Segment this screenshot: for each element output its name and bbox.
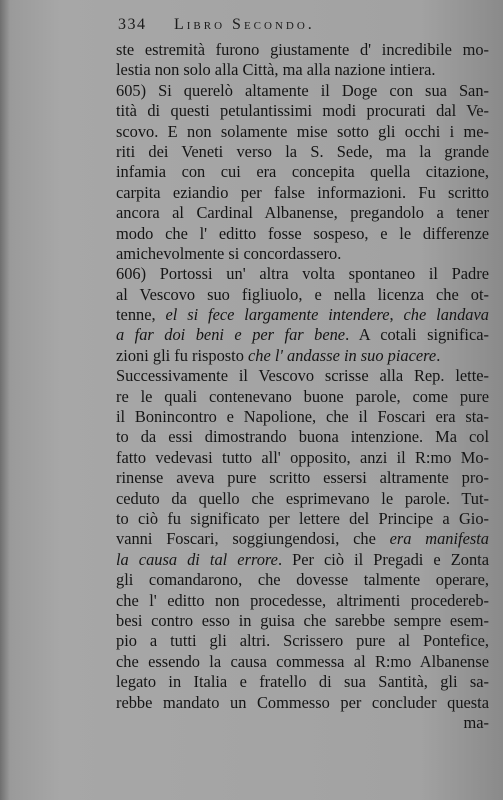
text-line bbox=[116, 40, 489, 60]
running-title: Libro Secondo. bbox=[174, 16, 315, 33]
text-run: infamia con cui era concepita quella citazione, bbox=[116, 162, 489, 182]
text-run: lestia non solo alla Città, ma alla nazione intiera. bbox=[116, 60, 436, 80]
italic-text: el si fece largamente intendere bbox=[165, 305, 390, 325]
italic-text: a far doi beni e per far bene bbox=[116, 325, 346, 345]
text-line bbox=[116, 346, 489, 366]
text-run: zioni gli fu risposto bbox=[116, 345, 249, 365]
italic-text: la causa di tal errore bbox=[116, 549, 278, 569]
text-line bbox=[116, 448, 489, 468]
text-run: che l' editto non procedesse, altrimenti procedereb- bbox=[116, 590, 489, 610]
body-text bbox=[116, 40, 489, 733]
italic-text: era manifesta bbox=[389, 529, 489, 549]
text-line bbox=[116, 570, 489, 590]
text-run: legato in Italia e fratello di sua Santità, gli sa- bbox=[116, 672, 489, 692]
text-run: ceduto da quello che esprimevano le parole. Tut- bbox=[116, 488, 489, 508]
text-line bbox=[116, 325, 489, 345]
text-line bbox=[116, 611, 489, 631]
text-line bbox=[116, 407, 489, 427]
text-line bbox=[116, 122, 489, 142]
text-line bbox=[116, 529, 489, 549]
text-line bbox=[116, 264, 489, 284]
text-line bbox=[116, 591, 489, 611]
text-run: . Per ciò il Pregadi e Zonta bbox=[277, 549, 489, 569]
text-line bbox=[116, 81, 489, 101]
text-line bbox=[116, 203, 489, 223]
page-number: 334 bbox=[118, 16, 147, 33]
text-line bbox=[116, 387, 489, 407]
text-line bbox=[116, 142, 489, 162]
text-run: 606) Portossi un' altra volta spontaneo il Padre bbox=[116, 264, 489, 284]
text-run: che essendo la causa commessa al R:mo Albanense bbox=[116, 651, 489, 671]
text-run: ste estremità furono giustamente d' incredibile mo- bbox=[116, 40, 489, 59]
text-line bbox=[116, 162, 489, 182]
text-line bbox=[116, 183, 489, 203]
text-run: carpita eziandio per false informazioni. Fu scritto bbox=[116, 182, 489, 202]
text-run: , bbox=[389, 305, 404, 325]
text-line bbox=[116, 60, 489, 80]
italic-text: che landava bbox=[403, 305, 489, 325]
text-run: modo che l' editto fosse sospeso, e le differenze bbox=[116, 223, 489, 243]
text-line bbox=[116, 244, 489, 264]
text-line bbox=[116, 652, 489, 672]
text-run: fatto vedevasi tutto all' opposito, anzi il R:mo Mo- bbox=[116, 447, 489, 467]
text-line bbox=[116, 550, 489, 570]
text-line bbox=[116, 468, 489, 488]
text-run: riti dei Veneti verso la S. Sede, ma la grande bbox=[116, 141, 489, 161]
text-line bbox=[116, 285, 489, 305]
text-run: pio a tutti gli altri. Scrissero pure al Pontefice, bbox=[116, 631, 489, 651]
text-line bbox=[116, 509, 489, 529]
running-header bbox=[118, 16, 478, 34]
text-run: scovo. E non solamente mise sotto gli occhi i me- bbox=[116, 121, 489, 141]
text-run: ma- bbox=[463, 712, 489, 732]
text-run: Successivamente il Vescovo scrisse alla Rep. lette- bbox=[116, 366, 489, 386]
text-run: . bbox=[436, 345, 441, 365]
text-line bbox=[116, 631, 489, 651]
text-run: to da essi dimostrando buona intenzione. Ma col bbox=[116, 427, 489, 447]
text-line bbox=[116, 713, 489, 733]
text-line bbox=[116, 101, 489, 121]
text-run: rinense aveva pure scritto essersi altramente pro- bbox=[116, 468, 489, 488]
text-run: al Vescovo suo figliuolo, e nella licenza che ot- bbox=[116, 284, 489, 304]
text-line bbox=[116, 305, 489, 325]
text-line bbox=[116, 427, 489, 447]
text-run: besi contro esso in guisa che sarebbe sempre esem- bbox=[116, 610, 489, 630]
text-run: tenne, bbox=[116, 305, 166, 325]
text-run: . A cotali significa- bbox=[345, 325, 489, 345]
text-run: 605) Si querelò altamente il Doge con sua San- bbox=[116, 80, 489, 100]
text-run: re le quali contenevano buone parole, come pure bbox=[116, 386, 489, 406]
text-run: vanni Foscari, soggiungendosi, che bbox=[116, 529, 390, 549]
text-run: gli comandarono, che dovesse talmente operare, bbox=[116, 570, 489, 590]
text-line bbox=[116, 224, 489, 244]
text-run: ancora al Cardinal Albanense, pregandolo a tener bbox=[116, 203, 489, 223]
text-run: rebbe mandato un Commesso per concluder questa bbox=[116, 692, 489, 712]
text-run: to ciò fu significato per lettere del Principe a Gio- bbox=[116, 508, 489, 528]
text-run: amichevolmente si concordassero. bbox=[116, 243, 342, 263]
text-line bbox=[116, 366, 489, 386]
text-run: il Bonincontro e Napolione, che il Foscari era sta- bbox=[116, 407, 489, 427]
italic-text: che l' andasse in suo piacere bbox=[248, 345, 437, 365]
text-line bbox=[116, 693, 489, 713]
text-run: tità di questi petulantissimi modi procurati dal Ve- bbox=[116, 101, 489, 121]
text-line bbox=[116, 672, 489, 692]
text-line bbox=[116, 489, 489, 509]
